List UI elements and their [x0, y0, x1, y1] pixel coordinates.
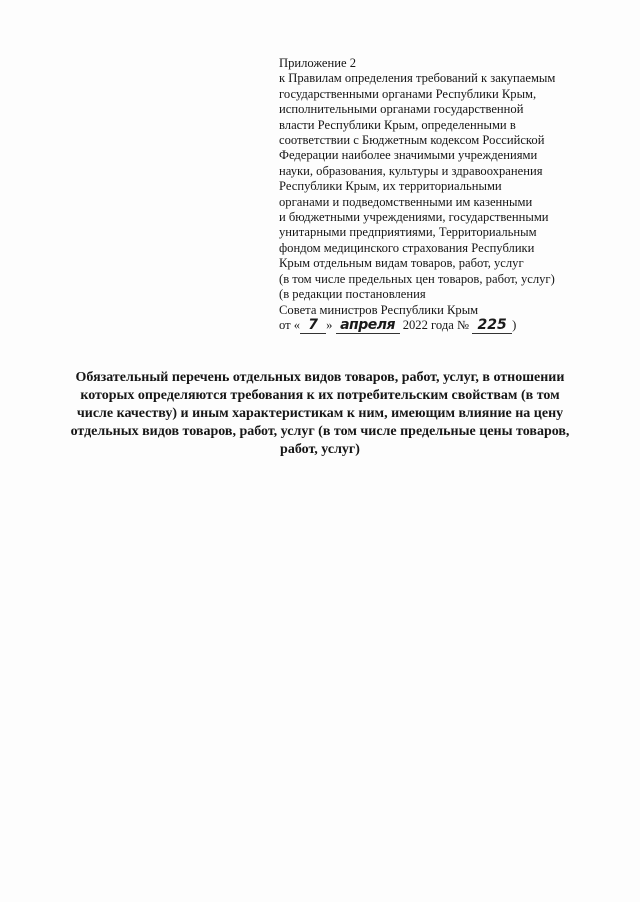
title-line: Обязательный перечень отдельных видов товаров, работ, услуг, в отношении — [75, 370, 565, 385]
appendix-line: Приложение 2 — [279, 56, 357, 70]
appendix-line: унитарными предприятиями, Территориальным — [279, 225, 537, 240]
appendix-line: фондом медицинского страхования Республики — [279, 240, 535, 255]
appendix-line: Республики Крым, их территориальными — [279, 179, 502, 194]
resolution-date-line — [279, 318, 619, 334]
title-line: работ, услуг) — [280, 442, 360, 457]
title-line: числе качеству) и иным характеристикам к ним, имеющим влияние на цену — [76, 406, 564, 421]
date-suffix: ) — [512, 317, 517, 332]
appendix-line: и бюджетными учреждениями, государственными — [279, 210, 549, 225]
handwritten-resolution-number: 225 — [472, 318, 512, 334]
date-prefix: от « — [279, 317, 301, 332]
appendix-line: власти Республики Крым, определенными в — [279, 117, 516, 132]
appendix-line: исполнительными органами государственной — [279, 102, 524, 117]
appendix-line: Крым отдельным видам товаров, работ, услуг — [279, 256, 524, 271]
appendix-line: (в редакции постановления — [279, 287, 426, 302]
title-line: которых определяются требования к их потребительским свойствам (в том — [80, 388, 560, 403]
appendix-line: соответствии с Бюджетным кодексом Российской — [279, 133, 545, 148]
date-quote-close: » — [326, 317, 333, 332]
handwritten-day: 7 — [300, 318, 326, 334]
handwritten-month: апреля — [336, 318, 400, 334]
appendix-line: Федерации наиболее значимыми учреждениями — [279, 148, 538, 163]
title-line: отдельных видов товаров, работ, услуг (в том числе предельные цены товаров, — [70, 424, 570, 439]
appendix-header — [279, 56, 619, 334]
appendix-line: к Правилам определения требований к закупаемым — [279, 71, 556, 86]
appendix-line: (в том числе предельных цен товаров, работ, услуг) — [279, 271, 555, 286]
appendix-line: Совета министров Республики Крым — [279, 302, 479, 317]
appendix-line: науки, образования, культуры и здравоохранения — [279, 163, 543, 178]
appendix-line: государственными органами Республики Крым, — [279, 86, 537, 101]
appendix-line: органами и подведомственными им казенными — [279, 194, 533, 209]
document-title — [40, 369, 600, 459]
date-year-text: 2022 года № — [402, 317, 469, 332]
